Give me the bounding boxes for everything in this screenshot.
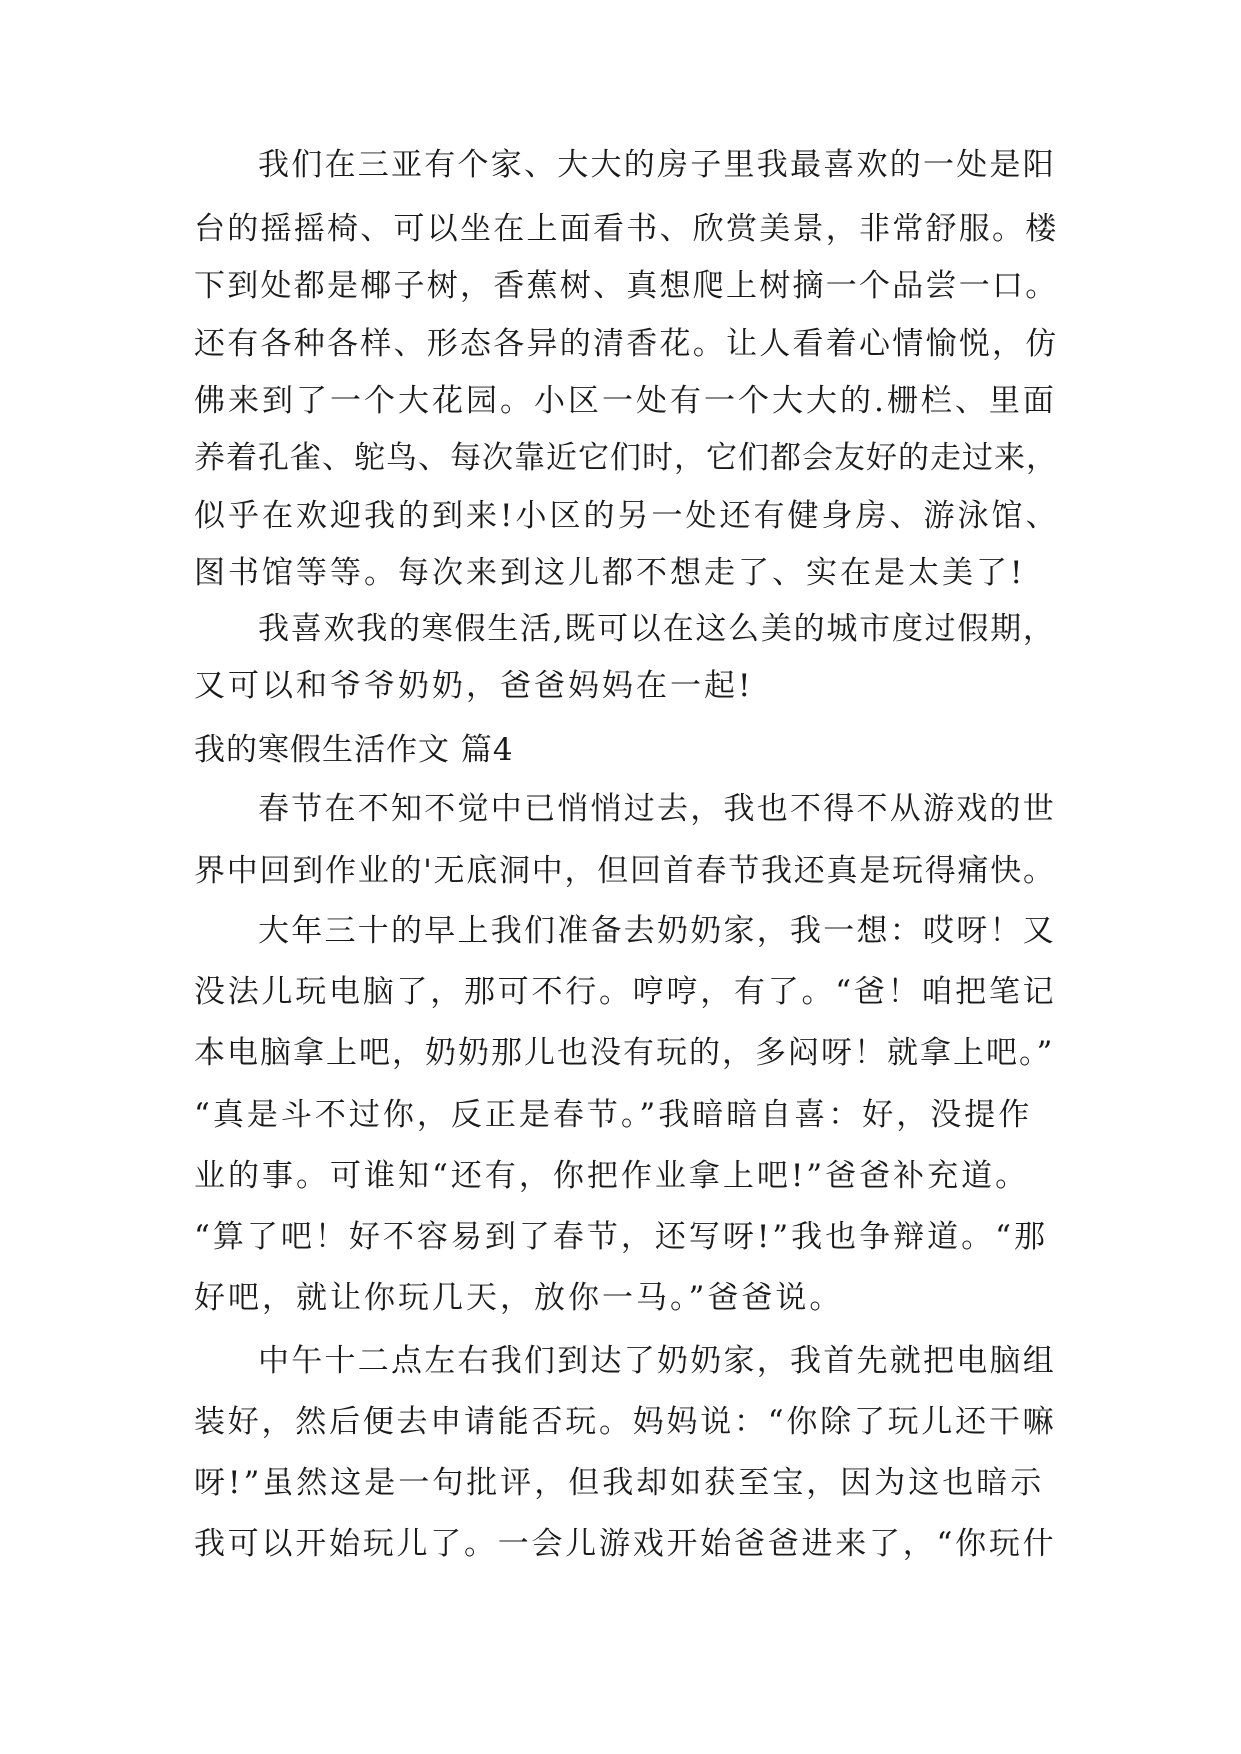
paragraph-line: 本电脑拿上吧，奶奶那儿也没有玩的，多闷呀！就拿上吧。” xyxy=(194,1035,1055,1071)
paragraph-line: 我们在三亚有个家、大大的房子里我最喜欢的一处是阳 xyxy=(258,147,1056,183)
paragraph-line: 大年三十的早上我们准备去奶奶家，我一想：哎呀！又 xyxy=(258,913,1056,949)
paragraph-line: “真是斗不过你，反正是春节。”我暗暗自喜：好，没提作 xyxy=(194,1097,1033,1133)
paragraph-line: 养着孔雀、鸵鸟、每次靠近它们时，它们都会友好的走过来， xyxy=(194,440,1058,476)
paragraph-line: 佛来到了一个大花园。小区一处有一个大大的.栅栏、里面 xyxy=(194,383,1057,419)
paragraph-line: “算了吧！好不容易到了春节，还写呀!”我也争辩道。“那 xyxy=(194,1219,1048,1255)
paragraph-line: 中午十二点左右我们到达了奶奶家，我首先就把电脑组 xyxy=(258,1343,1056,1379)
paragraph-line: 春节在不知不觉中已悄悄过去，我也不得不从游戏的世 xyxy=(258,791,1056,827)
paragraph-line: 下到处都是椰子树，香蕉树、真想爬上树摘一个品尝一口。 xyxy=(194,268,1059,304)
paragraph-line: 好吧，就让你玩几天，放你一马。”爸爸说。 xyxy=(194,1280,844,1316)
paragraph-line: 装好，然后便去申请能否玩。妈妈说：“你除了玩儿还干嘛 xyxy=(194,1404,1057,1440)
paragraph-line: 我喜欢我的寒假生活,既可以在这么美的城市度过假期， xyxy=(258,611,1056,647)
paragraph-line: 界中回到作业的'无底洞中，但回首春节我还真是玩得痛快。 xyxy=(194,853,1056,889)
paragraph-line: 又可以和爷爷奶奶，爸爸妈妈在一起! xyxy=(194,668,754,704)
section-heading: 我的寒假生活作文 篇4 xyxy=(194,732,514,768)
paragraph-line: 台的摇摇椅、可以坐在上面看书、欣赏美景，非常舒服。楼 xyxy=(194,211,1059,247)
paragraph-line: 图书馆等等。每次来到这儿都不想走了、实在是太美了! xyxy=(194,555,1026,591)
paragraph-line: 没法儿玩电脑了，那可不行。哼哼，有了。“爸！咱把笔记 xyxy=(194,974,1057,1010)
paragraph-line: 还有各种各样、形态各异的清香花。让人看着心情愉悦，仿 xyxy=(194,326,1059,362)
paragraph-line: 似乎在欢迎我的到来!小区的另一处还有健身房、游泳馆、 xyxy=(194,498,1060,534)
paragraph-line: 我可以开始玩儿了。一会儿游戏开始爸爸进来了，“你玩什 xyxy=(194,1526,1057,1562)
paragraph-line: 业的事。可谁知“还有，你把作业拿上吧!”爸爸补充道。 xyxy=(194,1158,1030,1194)
paragraph-line: 呀!”虽然这是一句批评，但我却如获至宝，因为这也暗示 xyxy=(194,1465,1045,1501)
